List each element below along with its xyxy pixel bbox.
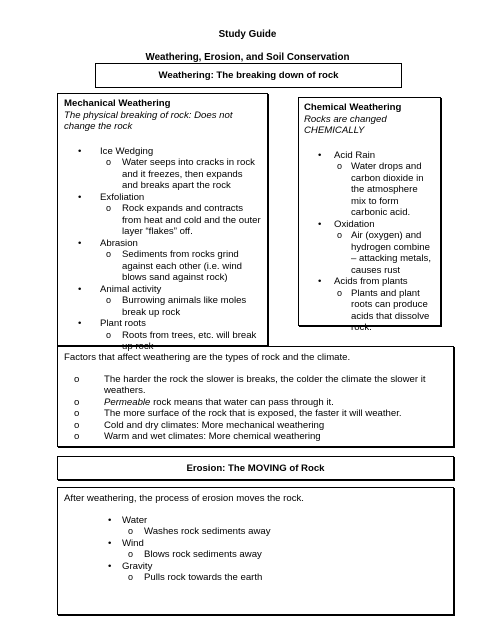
list-item: o The more surface of the rock that is exposed, the faster it will weather.: [74, 408, 402, 419]
list-item: • Gravity o Pulls rock towards the earth: [108, 560, 263, 583]
sub-bullet-icon: o: [74, 431, 80, 442]
sub-bullet-icon: o: [106, 249, 112, 259]
sub-bullet-icon: o: [74, 373, 80, 385]
erosion-list: [64, 515, 447, 584]
sub-bullet-icon: o: [337, 161, 343, 171]
mechanical-list: [64, 146, 261, 353]
sub-bullet-icon: o: [337, 230, 343, 240]
sub-bullet-icon: o: [74, 419, 80, 431]
sub-bullet-icon: o: [74, 396, 80, 408]
bullet-icon: •: [78, 237, 82, 249]
list-item: • Exfoliation o Rock expands and contracts from heat and cold and the outer layer “flakes” off.: [78, 191, 261, 237]
mechanical-definition: The physical breaking of rock: Does not change the rock: [64, 109, 233, 132]
bullet-icon: •: [108, 514, 112, 526]
bullet-icon: •: [78, 191, 82, 203]
list-item: • Wind o Blows rock sediments away: [108, 537, 262, 560]
erosion-banner-text: Erosion: The MOVING of Rock: [186, 463, 325, 474]
list-item: o The harder the rock the slower is breaks, the colder the climate the slower it weathers.: [74, 373, 426, 396]
erosion-banner: [57, 456, 454, 480]
list-item: • Acid Rain o Water drops and carbon dioxide in the atmosphere mix to form carbonic acid.: [318, 149, 424, 218]
factors-intro: Factors that affect weathering are the types of rock and the climate.: [64, 352, 351, 363]
bullet-icon: •: [78, 318, 82, 329]
list-item: • Animal activity o Burrowing animals like moles break up rock: [78, 283, 247, 318]
list-item: o Permeable rock means that water can pass through it.: [74, 396, 334, 408]
sub-bullet-icon: o: [106, 203, 112, 213]
list-item: o Cold and dry climates: More mechanical weathering: [74, 419, 325, 431]
list-item: • Abrasion o Sediments from rocks grind against each other (i.e. wind blows sand against rock): [78, 237, 242, 283]
chemical-definition: Rocks are changed CHEMICALLY: [304, 113, 387, 136]
bullet-icon: •: [318, 149, 322, 161]
list-item: • Ice Wedging o Water seeps into cracks in rock and it freezes, then expands and breaks apart the rock: [78, 145, 255, 191]
list-item: • Water o Washes rock sediments away: [108, 514, 271, 537]
chemical-weathering-box: [298, 97, 441, 333]
bullet-icon: •: [108, 537, 112, 549]
factors-box: [57, 346, 454, 447]
page-subtitle: Weathering, Erosion, and Soil Conservation: [145, 52, 350, 63]
erosion-intro: After weathering, the process of erosion moves the rock.: [64, 493, 304, 504]
sub-bullet-icon: o: [128, 549, 134, 559]
page-title: Study Guide: [218, 29, 277, 40]
mechanical-weathering-box: [57, 93, 268, 352]
bullet-icon: •: [318, 218, 322, 230]
sub-bullet-icon: o: [128, 572, 134, 582]
bullet-icon: •: [108, 560, 112, 572]
sub-bullet-icon: o: [74, 408, 80, 419]
sub-bullet-icon: o: [106, 329, 112, 340]
factors-list: [64, 374, 447, 443]
chemical-heading: Chemical Weathering: [304, 102, 402, 113]
sub-bullet-icon: o: [337, 287, 343, 298]
bullet-icon: •: [318, 276, 322, 287]
list-item: • Oxidation o Air (oxygen) and hydrogen combine – attacking metals, causes rust: [318, 218, 431, 276]
mechanical-heading: Mechanical Weathering: [64, 98, 171, 109]
erosion-box: [57, 487, 454, 615]
list-item: • Acids from plants o Plants and plant roots can produce acids that dissolve rock.: [318, 276, 430, 333]
weathering-banner-text: Weathering: The breaking down of rock: [158, 70, 339, 81]
bullet-icon: •: [78, 283, 82, 295]
weathering-banner: [95, 63, 402, 88]
bullet-icon: •: [78, 145, 82, 157]
sub-bullet-icon: o: [106, 295, 112, 305]
sub-bullet-icon: o: [128, 526, 134, 536]
chemical-list: [304, 150, 435, 334]
list-item: o Warm and wet climates: More chemical weathering: [74, 431, 321, 442]
sub-bullet-icon: o: [106, 157, 112, 167]
list-item: • Plant roots o Roots from trees, etc. will break up rock: [78, 318, 257, 352]
